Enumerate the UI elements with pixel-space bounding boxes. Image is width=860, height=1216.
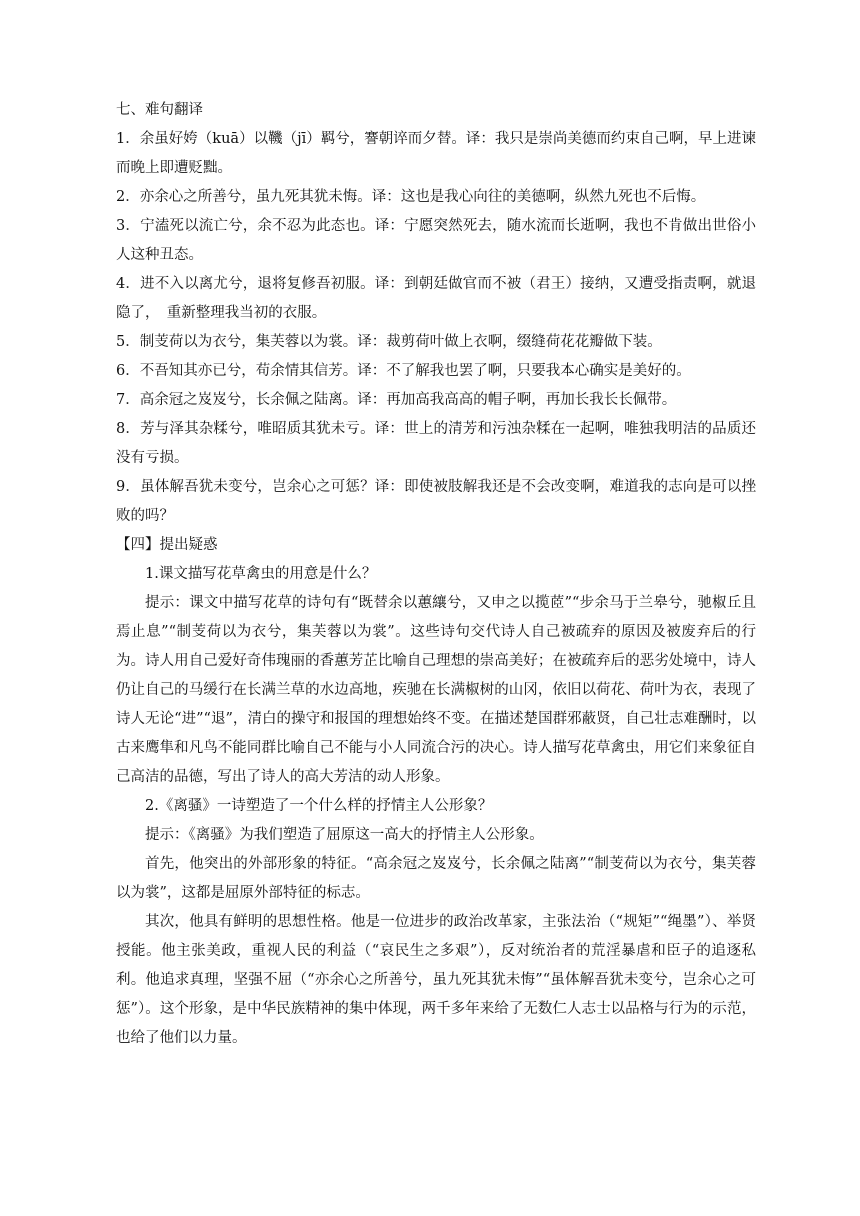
translation-item-5: 5．制芰荷以为衣兮，集芙蓉以为裳。译：裁剪荷叶做上衣啊，缀缝荷花花瓣做下装。 [116, 334, 662, 350]
question-2-hint: 提示：《离骚》为我们塑造了屈原这一高大的抒情主人公形象。 [145, 827, 544, 843]
question-2-second-point: 其次，他具有鲜明的思想性格。他是一位进步的政治改革家，主张法治（“规矩”“绳墨”）、举贤授能。他主张美政，重视人民的利益（“哀民生之多艰”），反对统治者的荒淫暴虐和臣子的追逐私利。他追求真理，坚强不屈（“亦余心之所善兮，虽九死其犹未悔”“虽体解吾犹未变兮，岂余心之可惩”）。这个形象，是中华民族精神的集中体现，两千多年来给了无数仁人志士以品格与行为的示范，也给了他们以力量。 [116, 914, 756, 1046]
translation-item-7: 7．高余冠之岌岌兮，长余佩之陆离。译：再加高我高高的帽子啊，再加长我长长佩带。 [116, 392, 677, 408]
document-page [116, 96, 756, 1053]
translation-item-8: 8．芳与泽其杂糅兮，唯昭质其犹未亏。译：世上的清芳和污浊杂糅在一起啊，唯独我明洁的品质还没有亏损。 [116, 421, 756, 466]
translation-list [116, 125, 756, 531]
section-heading-questions: 【四】提出疑惑 [116, 537, 218, 553]
translation-item-3: 3．宁溘死以流亡兮，余不忍为此态也。译：宁愿突然死去，随水流而长逝啊，我也不肯做出世俗小人这种丑态。 [116, 218, 756, 263]
section-heading-difficult-sentences: 七、难句翻译 [116, 102, 203, 118]
translation-item-6: 6．不吾知其亦已兮，苟余情其信芳。译：不了解我也罢了啊，只要我本心确实是美好的。 [116, 363, 691, 379]
translation-item-9: 9．虽体解吾犹未变兮，岂余心之可惩？译：即使被肢解我还是不会改变啊，难道我的志向是可以挫败的吗？ [116, 479, 756, 524]
question-2: 2.《离骚》一诗塑造了一个什么样的抒情主人公形象？ [145, 798, 493, 814]
question-1: 1.课文描写花草禽虫的用意是什么？ [145, 566, 377, 582]
translation-item-4: 4．进不入以离尤兮，退将复修吾初服。译：到朝廷做官而不被（君王）接纳，又遭受指责啊，就退隐了， 重新整理我当初的衣服。 [116, 276, 756, 321]
question-2-first-point: 首先，他突出的外部形象的特征。“高余冠之岌岌兮，长余佩之陆离”“制芰荷以为衣兮，集芙蓉以为裳”，这都是屈原外部特征的标志。 [116, 856, 756, 901]
translation-item-1: 1．余虽好姱（kuā）以鞿（jī）羁兮，謇朝谇而夕替。译：我只是崇尚美德而约束自己啊，早上进谏而晚上即遭贬黜。 [116, 131, 756, 176]
question-1-answer: 提示：课文中描写花草的诗句有“既替余以蕙纕兮，又申之以揽茝”“步余马于兰皋兮，驰椒丘且焉止息”“制芰荷以为衣兮，集芙蓉以为裳”。这些诗句交代诗人自己被疏弃的原因及被废弃后的行为。诗人用自己爱好奇伟瑰丽的香蕙芳芷比喻自己理想的崇高美好；在被疏弃后的恶劣处境中，诗人仍让自己的马缓行在长满兰草的水边高地，疾驰在长满椒树的山冈，依旧以荷花、荷叶为衣，表现了诗人无论“进”“退”，清白的操守和报国的理想始终不变。在描述楚国群邪蔽贤，自己壮志难酬时，以古来鹰隼和凡鸟不能同群比喻自己不能与小人同流合污的决心。诗人描写花草禽虫，用它们来象征自己高洁的品德，写出了诗人的高大芳洁的动人形象。 [116, 595, 756, 785]
translation-item-2: 2．亦余心之所善兮，虽九死其犹未悔。译：这也是我心向往的美德啊，纵然九死也不后悔。 [116, 189, 706, 205]
